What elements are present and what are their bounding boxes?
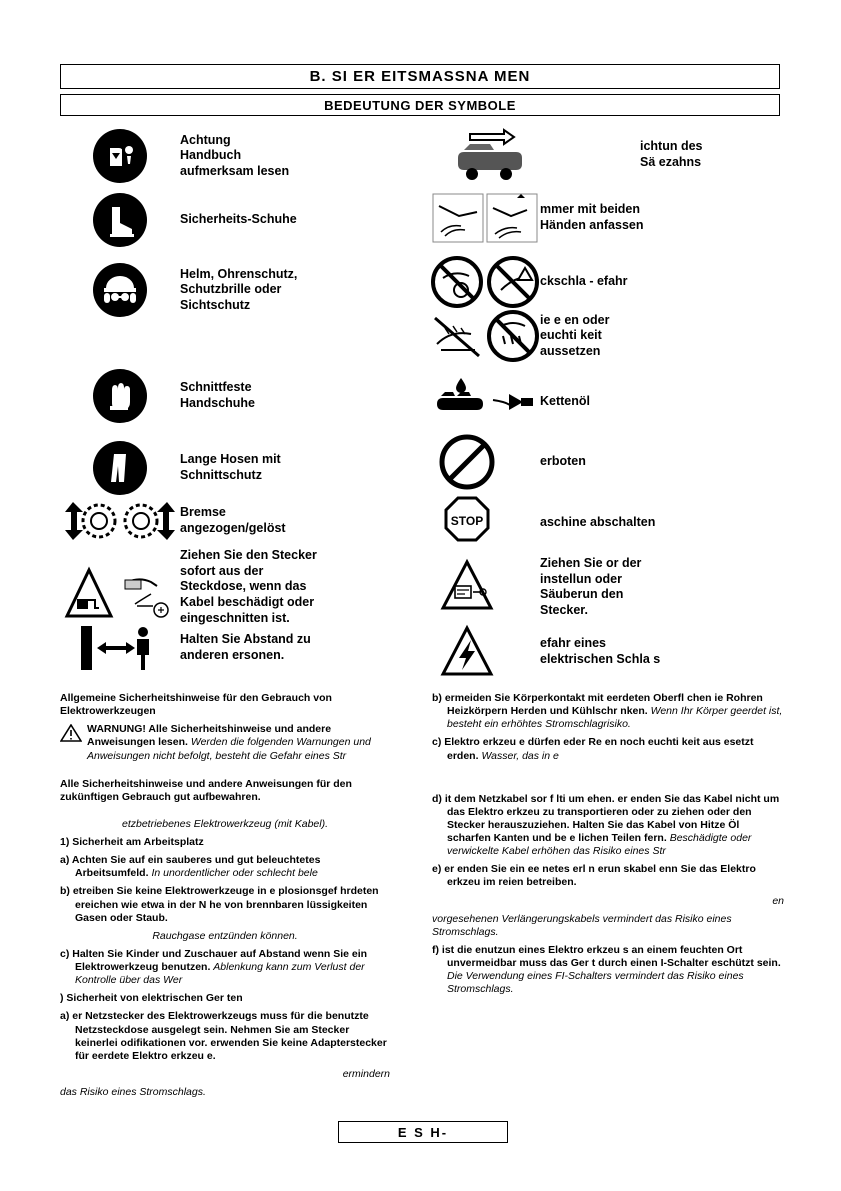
kickback-danger-icon xyxy=(430,256,540,308)
symbol-caption: Helm, Ohrenschutz, Schutzbrille oder Sichtschutz xyxy=(180,266,298,312)
symbol-caption: mmer mit beiden Händen anfassen xyxy=(540,202,644,232)
unplug-before-service-icon xyxy=(430,558,540,616)
symbol-row xyxy=(430,128,790,182)
item-2f: f) ist die enutzun eines Elektro erkzeu s an einem feuchten Ort unvermeidbar muss das Ger t durch einen I-Schalter eschützt sein. Die Verwendung eines FI-Schalters vermindert das Risiko eines Stromschlags. xyxy=(432,943,781,996)
item-1b: b) etreiben Sie keine Elektrowerkzeuge in e plosionsgef hrdeten ereichen wie etwa in der N he von brennbaren lüssigkeiten Gasen oder Staub. xyxy=(60,885,379,924)
footer-label: E S H- xyxy=(338,1121,508,1143)
warning-text: WARNUNG! Alle Sicherheitshinweise und andere Anweisungen lesen. Werden die folgenden Warnungen und Anweisungen nicht befolgt, besteht die Gefahr eines Str xyxy=(87,723,371,762)
stop-machine-icon xyxy=(430,494,540,552)
left-heading: Allgemeine Sicherheitshinweise für den Gebrauch von Elektrowerkzeugen xyxy=(60,692,332,718)
two-hands-hold-icon xyxy=(430,192,540,244)
symbol-row xyxy=(60,624,410,672)
symbol-caption: Ziehen Sie or der instellun oder Säuberun den Stecker. xyxy=(540,556,642,617)
symbol-row xyxy=(60,128,410,184)
item-2b: b) ermeiden Sie Körperkontakt mit eerdeten Oberfl chen ie Rohren Heizkörpern Herden und Kühlschr nken. Wenn Ihr Körper geerdet ist, besteht ein erhöhtes Stromschlagrisiko. xyxy=(432,692,783,731)
section-subtitle: BEDEUTUNG DER SYMBOLE xyxy=(60,94,780,116)
symbol-row xyxy=(430,556,790,619)
symbol-caption: Halten Sie Abstand zu anderen ersonen. xyxy=(180,632,311,662)
symbol-row xyxy=(60,368,410,424)
symbol-caption: ichtun des Sä ezahns xyxy=(640,139,703,169)
symbol-row xyxy=(430,376,790,428)
symbol-row xyxy=(430,310,790,362)
cut-resistant-glove-icon xyxy=(60,368,180,424)
helmet-ear-eye-protection-icon xyxy=(60,262,180,318)
symbol-row xyxy=(60,496,410,546)
cut-protection-trousers-icon xyxy=(60,440,180,496)
symbol-row xyxy=(60,548,410,628)
symbol-caption: Bremse angezogen/gelöst xyxy=(180,505,286,535)
item-2a-note-tail: ermindern xyxy=(342,1067,390,1080)
item-2a-note: das Risiko eines Stromschlags. xyxy=(60,1086,206,1098)
symbol-caption: Ziehen Sie den Stecker sofort aus der Steckdose, wenn das Kabel beschädigt oder eingeschnitten ist. xyxy=(180,548,317,625)
symbol-row xyxy=(60,192,410,248)
item-2d: d) it dem Netzkabel sor f lti um ehen. er enden Sie das Kabel nicht um das Elektro erkzeu zu transportieren oder zu ziehen oder den Stecker herauszuziehen. Halten Sie das Kabel von Hitze Öl scharfen Kanten und be e lichen Teilen fern. Beschädigte oder verwickelte Kabel erhöhen das Risiko eines Str xyxy=(432,792,780,858)
electric-shock-danger-icon xyxy=(430,624,540,680)
item-1a: a) Achten Sie auf ein sauberes und gut beleuchtetes Arbeitsumfeld. In unordentlicher oder schlecht bele xyxy=(60,854,321,880)
symbol-caption: Sicherheits-Schuhe xyxy=(180,212,297,227)
item-2c: c) Elektro erkzeu e dürfen eder Re en noch euchti keit aus esetzt erden. Wasser, das in e xyxy=(432,736,754,762)
svg-text:STOP: STOP xyxy=(450,514,484,528)
left-text-column xyxy=(60,692,390,1104)
saw-chain-direction-icon xyxy=(430,128,550,182)
symbol-row xyxy=(430,192,790,244)
no-rain-no-moisture-icon xyxy=(430,310,540,362)
symbol-row xyxy=(430,494,790,552)
symbol-row xyxy=(60,440,410,496)
item-2e-note-head: en xyxy=(772,894,784,907)
symbol-caption: Achtung Handbuch aufmerksam lesen xyxy=(180,132,290,178)
prohibited-icon xyxy=(430,434,540,490)
tool-note-text: etzbetriebenes Elektrowerkzeug (mit Kabel). xyxy=(121,817,328,830)
keep-instructions-text: Alle Sicherheitshinweise und andere Anweisungen für den zukünftigen Gebrauch gut aufbewahren. xyxy=(60,777,352,803)
symbol-caption: ie e en oder euchti keit aussetzen xyxy=(540,312,610,358)
symbol-row xyxy=(60,262,410,318)
brake-engaged-released-icon xyxy=(60,496,180,546)
section-2-title: ) Sicherheit von elektrischen Ger ten xyxy=(60,992,243,1005)
symbol-caption: ckschla - efahr xyxy=(540,274,628,289)
page-title: B. SI ER EITSMASSNA MEN xyxy=(60,64,780,89)
keep-distance-persons-icon xyxy=(60,624,180,672)
symbol-caption: Lange Hosen mit Schnittschutz xyxy=(180,452,281,482)
symbol-caption: Schnittfeste Handschuhe xyxy=(180,380,256,410)
manual-warning-icon xyxy=(60,128,180,184)
warning-block xyxy=(60,723,390,767)
chain-oil-icon xyxy=(430,376,540,428)
symbol-row xyxy=(430,434,790,490)
safety-boot-icon xyxy=(60,192,180,248)
section-1-title: 1) Sicherheit am Arbeitsplatz xyxy=(60,836,204,848)
symbol-row xyxy=(430,624,790,680)
right-text-column xyxy=(432,692,784,1001)
symbol-caption: aschine abschalten xyxy=(540,515,656,530)
item-2a: a) er Netzstecker des Elektrowerkzeugs muss für die benutzte Netzsteckdose ausgelegt sein. Nehmen Sie am Stecker keinerlei odifikationen vor. erwenden Sie keine Adapterstecker für eerdete Elektro erkzeu e. xyxy=(60,1010,387,1062)
item-1b-note: Rauchgase entzünden können. xyxy=(152,929,298,942)
item-2e: e) er enden Sie ein ee netes erl n erun skabel enn Sie das Elektro erkzeu im reien betreiben. xyxy=(432,863,756,889)
symbol-row xyxy=(430,256,790,308)
item-2e-note: vorgesehenen Verlängerungskabels vermindert das Risiko eines Stromschlags. xyxy=(432,912,732,938)
symbol-caption: efahr eines elektrischen Schla s xyxy=(540,636,661,666)
warning-triangle-icon xyxy=(60,724,82,742)
symbol-caption: Kettenöl xyxy=(540,394,590,409)
symbol-caption: erboten xyxy=(540,454,586,469)
damaged-cable-warning-icon xyxy=(60,548,180,628)
item-1c: c) Halten Sie Kinder und Zuschauer auf Abstand wenn Sie ein Elektrowerkzeug benutzen. Ablenkung kann zum Verlust der Kontrolle über das Wer xyxy=(60,947,368,987)
